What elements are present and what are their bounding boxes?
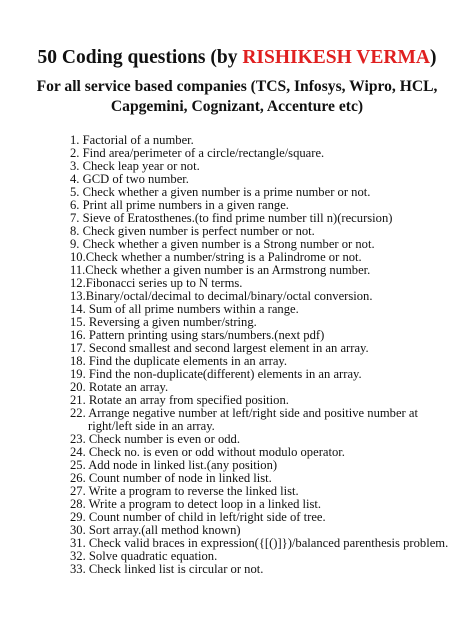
question-item-13: 13.Binary/octal/decimal to decimal/binary/octal conversion. [70, 289, 373, 303]
question-item-2: 2. Find area/perimeter of a circle/rectangle/square. [70, 146, 325, 160]
question-item-26: 26. Count number of node in linked list. [70, 471, 272, 485]
question-item-25: 25. Add node in linked list.(any position) [70, 458, 278, 472]
question-item-20: 20. Rotate an array. [70, 380, 169, 394]
subtitle-line-1: For all service based companies (TCS, Infosys, Wipro, HCL, [36, 78, 438, 95]
question-list [70, 134, 465, 576]
document-title [0, 46, 474, 70]
question-item-5: 5. Check whether a given number is a prime number or not. [70, 185, 371, 199]
question-item-18: 18. Find the duplicate elements in an array. [70, 354, 288, 368]
question-item-17: 17. Second smallest and second largest element in an array. [70, 341, 369, 355]
question-item-11: 11.Check whether a given number is an Armstrong number. [70, 263, 371, 277]
question-item-23: 23. Check number is even or odd. [70, 432, 240, 446]
question-item-21: 21. Rotate an array from specified position. [70, 393, 289, 407]
question-item-12: 12.Fibonacci series up to N terms. [70, 276, 243, 290]
question-item-24: 24. Check no. is even or odd without modulo operator. [70, 445, 345, 459]
subtitle-line-2: Capgemini, Cognizant, Accenture etc) [110, 98, 364, 115]
question-item-8: 8. Check given number is perfect number or not. [70, 224, 315, 238]
question-item-1: 1. Factorial of a number. [70, 133, 194, 147]
question-item-19: 19. Find the non-duplicate(different) elements in an array. [70, 367, 362, 381]
question-item-32: 32. Solve quadratic equation. [70, 549, 218, 563]
question-item-29: 29. Count number of child in left/right side of tree. [70, 510, 326, 524]
question-22-continuation: right/left side in an array. [88, 419, 215, 433]
question-item-7: 7. Sieve of Eratosthenes.(to find prime number till n)(recursion) [70, 211, 393, 225]
title-suffix: ) [429, 47, 437, 68]
question-item-14: 14. Sum of all prime numbers within a range. [70, 302, 299, 316]
question-item-16: 16. Pattern printing using stars/numbers.(next pdf) [70, 328, 325, 342]
question-item-22 [70, 407, 465, 433]
question-item-10: 10.Check whether a number/string is a Palindrome or not. [70, 250, 362, 264]
question-item-6: 6. Print all prime numbers in a given range. [70, 198, 289, 212]
question-item-4: 4. GCD of two number. [70, 172, 189, 186]
question-item-27: 27. Write a program to reverse the linked list. [70, 484, 299, 498]
question-22-text: 22. Arrange negative number at left/right side and positive number at [70, 406, 418, 420]
document-subtitle [0, 77, 474, 117]
question-item-15: 15. Reversing a given number/string. [70, 315, 257, 329]
title-prefix: 50 Coding questions (by [37, 47, 243, 68]
question-item-3: 3. Check leap year or not. [70, 159, 200, 173]
question-item-31: 31. Check valid braces in expression({[()]})/balanced parenthesis problem. [70, 536, 449, 550]
question-item-33: 33. Check linked list is circular or not. [70, 562, 264, 576]
question-item-30: 30. Sort array.(all method known) [70, 523, 241, 537]
question-item-9: 9. Check whether a given number is a Strong number or not. [70, 237, 375, 251]
question-item-28: 28. Write a program to detect loop in a linked list. [70, 497, 322, 511]
author-name: RISHIKESH VERMA [242, 47, 430, 68]
